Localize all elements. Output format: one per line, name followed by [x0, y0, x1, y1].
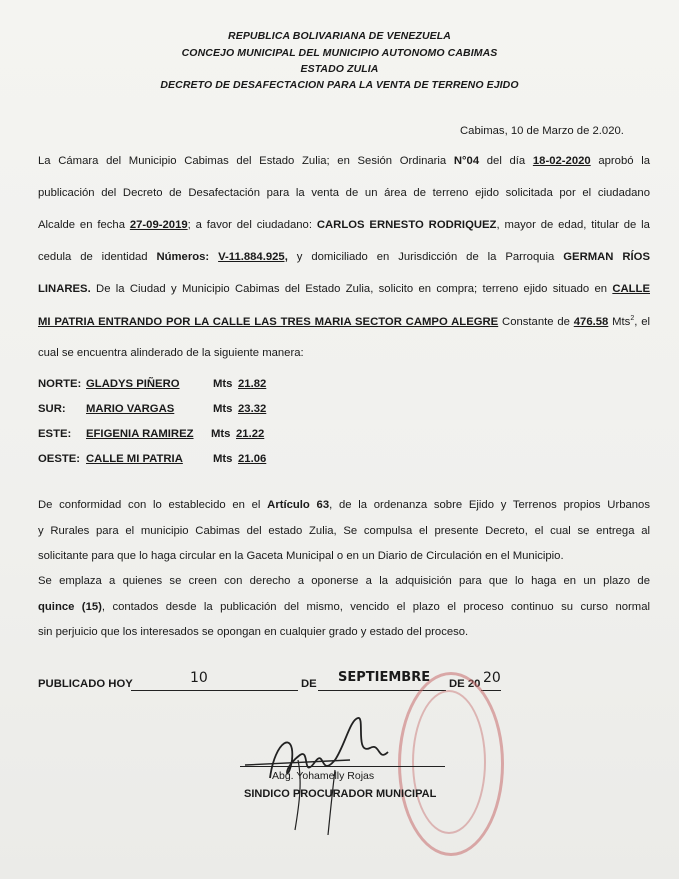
header-line-4: DECRETO DE DESAFECTACION PARA LA VENTA DE TERRENO EJIDO [160, 79, 519, 91]
p1-line-2: publicación del Decreto de Desafectación para la venta de un área de terreno ejido solicitada por el ciudadano [38, 187, 650, 199]
boundary-value: 21.06 [238, 453, 267, 465]
boundary-label: NORTE: [38, 378, 82, 390]
de-label-1: DE [301, 678, 317, 690]
boundary-name: GLADYS PIÑERO [86, 378, 180, 390]
boundary-unit: Mts [211, 428, 231, 440]
p1-line-7: cual se encuentra alinderado de la siguiente manera: [38, 347, 304, 359]
boundary-unit: Mts [213, 403, 233, 415]
boundary-label: ESTE: [38, 428, 72, 440]
publication-day: 10 [190, 670, 208, 686]
de-label-2: DE 20 [449, 678, 481, 690]
boundary-label: OESTE: [38, 453, 81, 465]
p1-line-4: cedula de identidad Números: V-11.884.925, y domiciliado en Jurisdicción de la Parroquia GERMAN RÍOS [38, 251, 650, 263]
boundary-value: 23.32 [238, 403, 267, 415]
p1-line-3: Alcalde en fecha 27-09-2019; a favor del ciudadano: CARLOS ERNESTO RODRIQUEZ, mayor de edad, titular de la [38, 219, 650, 231]
publication-month: SEPTIEMBRE [338, 670, 431, 685]
header-line-2: CONCEJO MUNICIPAL DEL MUNICIPIO AUTONOMO CABIMAS [181, 47, 498, 59]
p1-line-1: La Cámara del Municipio Cabimas del Estado Zulia; en Sesión Ordinaria N°04 del día 18-02-2020 aprobó la [38, 155, 650, 167]
boundary-unit: Mts [213, 378, 233, 390]
date-line: Cabimas, 10 de Marzo de 2.020. [460, 125, 624, 137]
p1-line-5: LINARES. De la Ciudad y Municipio Cabimas del Estado Zulia, solicito en compra; terreno ejido situado en CALLE [38, 283, 650, 295]
signatory-title: SINDICO PROCURADOR MUNICIPAL [244, 788, 437, 800]
publication-year: 20 [483, 670, 501, 686]
p2-line-4: Se emplaza a quienes se creen con derecho a oponerse a la adquisición para que lo haga en un plazo de [38, 575, 650, 587]
signature-line [240, 766, 445, 767]
boundary-name: EFIGENIA RAMIREZ [86, 428, 194, 440]
p2-line-3: solicitante para que lo haga circular en la Gaceta Municipal o en un Diario de Circulación en el Municipio. [38, 550, 564, 562]
boundary-unit: Mts [213, 453, 233, 465]
header-line-3: ESTADO ZULIA [300, 63, 379, 75]
year-underline [481, 690, 501, 691]
p2-line-2: y Rurales para el municipio Cabimas del estado Zulia, Se compulsa el presente Decreto, el cual se entrega al [38, 525, 650, 537]
header-line-1: REPUBLICA BOLIVARIANA DE VENEZUELA [228, 30, 451, 42]
boundary-name: CALLE MI PATRIA [86, 453, 183, 465]
p2-line-1: De conformidad con lo establecido en el Artículo 63, de la ordenanza sobre Ejido y Terrenos propios Urbanos [38, 499, 650, 511]
boundary-value: 21.22 [236, 428, 265, 440]
p2-line-5: quince (15), contados desde la publicación del mismo, vencido el plazo el proceso continuo su curso normal [38, 601, 651, 613]
p2-line-6: sin perjuicio que los interesados se opongan en cualquier grado y estado del proceso. [38, 626, 469, 638]
p1-line-6: MI PATRIA ENTRANDO POR LA CALLE LAS TRES MARIA SECTOR CAMPO ALEGRE Constante de 476.58 Mts$^2$, el [38, 315, 651, 328]
official-seal-inner [412, 690, 486, 834]
day-underline [131, 690, 298, 691]
boundary-value: 21.82 [238, 378, 267, 390]
publication-label: PUBLICADO HOY [38, 678, 133, 690]
boundary-name: MARIO VARGAS [86, 403, 175, 415]
signatory-name: Abg. Yohamelly Rojas [272, 770, 375, 782]
boundary-label: SUR: [38, 403, 66, 415]
